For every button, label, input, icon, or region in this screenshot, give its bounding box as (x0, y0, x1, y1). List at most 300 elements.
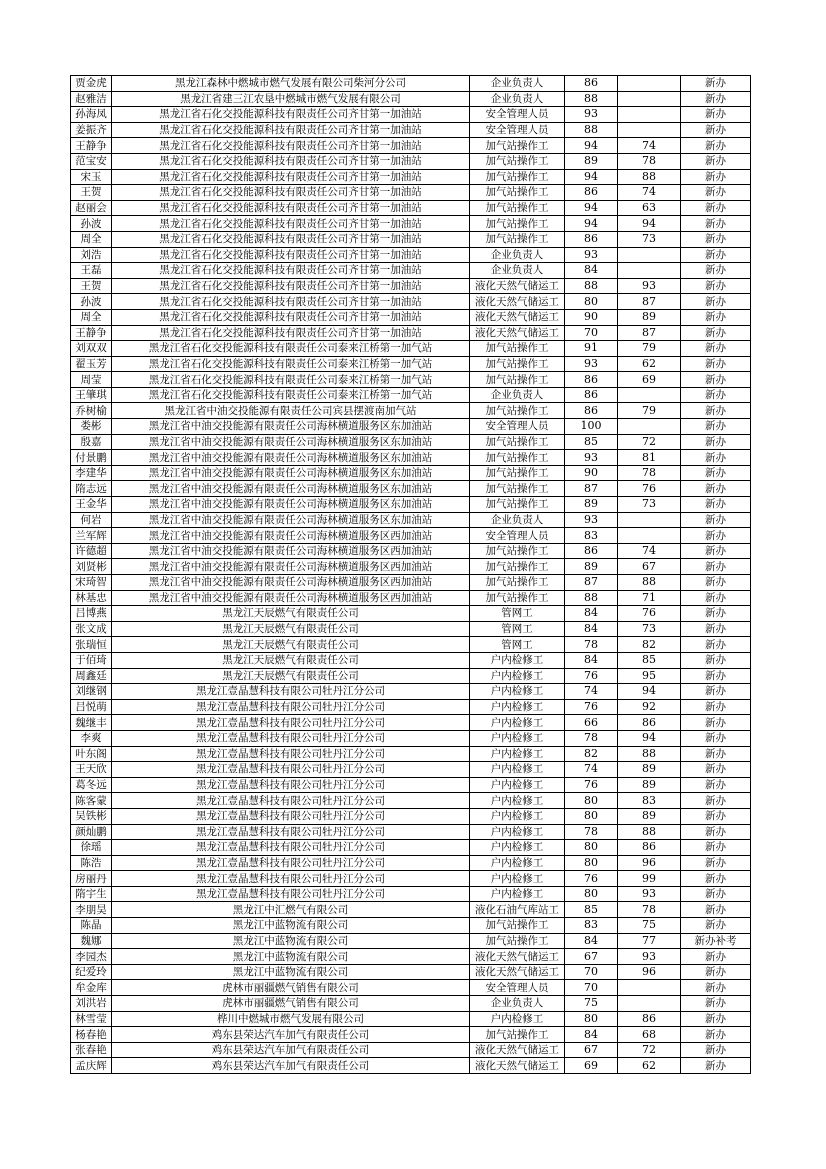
theory-score-cell: 86 (565, 403, 618, 419)
company-cell: 黑龙江省中油交投能源有限责任公司海林横道服务区东加油站 (112, 512, 470, 528)
table-row (71, 450, 751, 466)
job-type-cell: 户内检修工 (470, 668, 565, 684)
job-type-cell: 安全管理人员 (470, 122, 565, 138)
theory-score-cell: 88 (565, 278, 618, 294)
status-cell: 新办 (681, 949, 751, 965)
job-type-cell: 加气站操作工 (470, 450, 565, 466)
practical-score-cell: 68 (618, 1027, 681, 1043)
table-row (71, 559, 751, 575)
table-row (71, 793, 751, 809)
status-cell: 新办 (681, 746, 751, 762)
company-cell: 黑龙江省石化交投能源科技有限责任公司泰来江桥第一加气站 (112, 387, 470, 403)
table-row (71, 216, 751, 232)
company-cell: 黑龙江省石化交投能源科技有限责任公司齐甘第一加油站 (112, 153, 470, 169)
table-row (71, 138, 751, 154)
job-type-cell: 加气站操作工 (470, 497, 565, 513)
theory-score-cell: 86 (565, 231, 618, 247)
theory-score-cell: 78 (565, 824, 618, 840)
theory-score-cell: 74 (565, 762, 618, 778)
theory-score-cell: 93 (565, 450, 618, 466)
name-cell: 娄彬 (71, 419, 112, 435)
name-cell: 隋宇生 (71, 886, 112, 902)
status-cell: 新办 (681, 1027, 751, 1043)
company-cell: 黑龙江省中油交投能源有限责任公司海林横道服务区西加油站 (112, 575, 470, 591)
name-cell: 宋琦智 (71, 575, 112, 591)
status-cell: 新办 (681, 387, 751, 403)
theory-score-cell: 93 (565, 247, 618, 263)
theory-score-cell: 86 (565, 387, 618, 403)
practical-score-cell: 89 (618, 808, 681, 824)
theory-score-cell: 76 (565, 668, 618, 684)
company-cell: 黑龙江省中油交投能源有限责任公司海林横道服务区西加油站 (112, 528, 470, 544)
company-cell: 黑龙江省石化交投能源科技有限责任公司泰来江桥第一加气站 (112, 341, 470, 357)
theory-score-cell: 84 (565, 606, 618, 622)
theory-score-cell: 89 (565, 153, 618, 169)
company-cell: 黑龙江壹晶慧科技有限公司牡丹江分公司 (112, 730, 470, 746)
practical-score-cell: 92 (618, 699, 681, 715)
status-cell: 新办 (681, 652, 751, 668)
status-cell: 新办 (681, 138, 751, 154)
theory-score-cell: 88 (565, 590, 618, 606)
company-cell: 黑龙江省中油交投能源有限责任公司海林横道服务区东加油站 (112, 465, 470, 481)
name-cell: 房丽丹 (71, 871, 112, 887)
table-row (71, 964, 751, 980)
practical-score-cell: 85 (618, 652, 681, 668)
company-cell: 黑龙江壹晶慧科技有限公司牡丹江分公司 (112, 684, 470, 700)
status-cell: 新办 (681, 76, 751, 92)
table-row (71, 278, 751, 294)
name-cell: 牟金库 (71, 980, 112, 996)
theory-score-cell: 84 (565, 263, 618, 279)
theory-score-cell: 86 (565, 372, 618, 388)
practical-score-cell (618, 996, 681, 1012)
name-cell: 宋玉 (71, 169, 112, 185)
name-cell: 孙波 (71, 294, 112, 310)
name-cell: 张文成 (71, 621, 112, 637)
theory-score-cell: 94 (565, 216, 618, 232)
name-cell: 赵丽会 (71, 200, 112, 216)
name-cell: 魏娜 (71, 933, 112, 949)
table-row (71, 1058, 751, 1074)
practical-score-cell: 87 (618, 294, 681, 310)
table-row (71, 730, 751, 746)
table-row (71, 606, 751, 622)
job-type-cell: 户内检修工 (470, 1011, 565, 1027)
company-cell: 黑龙江中蓝物流有限公司 (112, 933, 470, 949)
status-cell: 新办 (681, 699, 751, 715)
status-cell: 新办 (681, 169, 751, 185)
name-cell: 兰军辉 (71, 528, 112, 544)
table-row (71, 419, 751, 435)
status-cell: 新办 (681, 294, 751, 310)
status-cell: 新办 (681, 762, 751, 778)
practical-score-cell: 72 (618, 434, 681, 450)
job-type-cell: 户内检修工 (470, 871, 565, 887)
company-cell: 黑龙江省石化交投能源科技有限责任公司齐甘第一加油站 (112, 169, 470, 185)
job-type-cell: 液化天然气储运工 (470, 1042, 565, 1058)
status-cell: 新办 (681, 902, 751, 918)
status-cell: 新办 (681, 637, 751, 653)
table-row (71, 153, 751, 169)
name-cell: 许德超 (71, 543, 112, 559)
name-cell: 周鑫廷 (71, 668, 112, 684)
status-cell: 新办 (681, 278, 751, 294)
name-cell: 李园杰 (71, 949, 112, 965)
status-cell: 新办 (681, 403, 751, 419)
name-cell: 王贺 (71, 278, 112, 294)
practical-score-cell: 74 (618, 185, 681, 201)
job-type-cell: 加气站操作工 (470, 185, 565, 201)
job-type-cell: 加气站操作工 (470, 169, 565, 185)
company-cell: 黑龙江壹晶慧科技有限公司牡丹江分公司 (112, 777, 470, 793)
theory-score-cell: 90 (565, 465, 618, 481)
table-row (71, 247, 751, 263)
theory-score-cell: 94 (565, 200, 618, 216)
job-type-cell: 户内检修工 (470, 824, 565, 840)
status-cell: 新办 (681, 730, 751, 746)
practical-score-cell: 86 (618, 715, 681, 731)
theory-score-cell: 78 (565, 637, 618, 653)
practical-score-cell: 88 (618, 169, 681, 185)
status-cell: 新办 (681, 777, 751, 793)
company-cell: 黑龙江省中油交投能源有限责任公司海林横道服务区西加油站 (112, 590, 470, 606)
job-type-cell: 户内检修工 (470, 886, 565, 902)
practical-score-cell: 74 (618, 138, 681, 154)
table-row (71, 185, 751, 201)
theory-score-cell: 70 (565, 964, 618, 980)
theory-score-cell: 86 (565, 185, 618, 201)
job-type-cell: 户内检修工 (470, 652, 565, 668)
job-type-cell: 企业负责人 (470, 91, 565, 107)
theory-score-cell: 82 (565, 746, 618, 762)
company-cell: 黑龙江中蓝物流有限公司 (112, 918, 470, 934)
practical-score-cell (618, 419, 681, 435)
job-type-cell: 企业负责人 (470, 512, 565, 528)
practical-score-cell (618, 387, 681, 403)
job-type-cell: 户内检修工 (470, 715, 565, 731)
status-cell: 新办 (681, 590, 751, 606)
job-type-cell: 管网工 (470, 606, 565, 622)
theory-score-cell: 70 (565, 980, 618, 996)
company-cell: 黑龙江省石化交投能源科技有限责任公司齐甘第一加油站 (112, 185, 470, 201)
name-cell: 陈客蒙 (71, 793, 112, 809)
job-type-cell: 加气站操作工 (470, 231, 565, 247)
table-row (71, 1042, 751, 1058)
practical-score-cell: 94 (618, 730, 681, 746)
status-cell: 新办 (681, 419, 751, 435)
name-cell: 李朋昊 (71, 902, 112, 918)
practical-score-cell: 94 (618, 216, 681, 232)
name-cell: 王贺 (71, 185, 112, 201)
name-cell: 张瑞恒 (71, 637, 112, 653)
table-row (71, 497, 751, 513)
theory-score-cell: 80 (565, 808, 618, 824)
job-type-cell: 液化天然气储运工 (470, 964, 565, 980)
status-cell: 新办 (681, 543, 751, 559)
status-cell: 新办 (681, 871, 751, 887)
table-row (71, 76, 751, 92)
name-cell: 孙海凤 (71, 107, 112, 123)
status-cell: 新办 (681, 559, 751, 575)
company-cell: 黑龙江省建三江农垦中燃城市燃气发展有限公司 (112, 91, 470, 107)
theory-score-cell: 94 (565, 169, 618, 185)
table-row (71, 403, 751, 419)
job-type-cell: 加气站操作工 (470, 138, 565, 154)
status-cell: 新办 (681, 715, 751, 731)
company-cell: 黑龙江省石化交投能源科技有限责任公司齐甘第一加油站 (112, 200, 470, 216)
table-row (71, 325, 751, 341)
table-row (71, 933, 751, 949)
practical-score-cell: 82 (618, 637, 681, 653)
practical-score-cell: 72 (618, 1042, 681, 1058)
practical-score-cell: 93 (618, 949, 681, 965)
name-cell: 刘继钢 (71, 684, 112, 700)
name-cell: 王静争 (71, 325, 112, 341)
name-cell: 葛冬远 (71, 777, 112, 793)
theory-score-cell: 87 (565, 575, 618, 591)
job-type-cell: 加气站操作工 (470, 153, 565, 169)
name-cell: 张春艳 (71, 1042, 112, 1058)
status-cell: 新办 (681, 886, 751, 902)
job-type-cell: 液化天然气储运工 (470, 949, 565, 965)
practical-score-cell: 88 (618, 575, 681, 591)
company-cell: 黑龙江天辰燃气有限责任公司 (112, 652, 470, 668)
company-cell: 鸡东县荣达汽车加气有限责任公司 (112, 1058, 470, 1074)
practical-score-cell: 62 (618, 1058, 681, 1074)
table-row (71, 356, 751, 372)
table-row (71, 231, 751, 247)
theory-score-cell: 91 (565, 341, 618, 357)
job-type-cell: 加气站操作工 (470, 403, 565, 419)
job-type-cell: 安全管理人员 (470, 980, 565, 996)
status-cell: 新办 (681, 107, 751, 123)
theory-score-cell: 80 (565, 1011, 618, 1027)
table-row (71, 762, 751, 778)
practical-score-cell: 89 (618, 777, 681, 793)
name-cell: 殷嘉 (71, 434, 112, 450)
theory-score-cell: 83 (565, 528, 618, 544)
practical-score-cell: 99 (618, 871, 681, 887)
name-cell: 孙波 (71, 216, 112, 232)
practical-score-cell: 62 (618, 356, 681, 372)
theory-score-cell: 86 (565, 76, 618, 92)
name-cell: 王金华 (71, 497, 112, 513)
company-cell: 虎林市丽疆燃气销售有限公司 (112, 996, 470, 1012)
practical-score-cell: 63 (618, 200, 681, 216)
job-type-cell: 户内检修工 (470, 840, 565, 856)
name-cell: 刘贤彬 (71, 559, 112, 575)
table-row (71, 387, 751, 403)
name-cell: 王天欣 (71, 762, 112, 778)
practical-score-cell (618, 247, 681, 263)
theory-score-cell: 84 (565, 1027, 618, 1043)
job-type-cell: 加气站操作工 (470, 575, 565, 591)
company-cell: 黑龙江壹晶慧科技有限公司牡丹江分公司 (112, 746, 470, 762)
status-cell: 新办 (681, 793, 751, 809)
practical-score-cell (618, 122, 681, 138)
status-cell: 新办 (681, 216, 751, 232)
company-cell: 黑龙江省石化交投能源科技有限责任公司齐甘第一加油站 (112, 325, 470, 341)
company-cell: 黑龙江省中油交投能源有限责任公司海林横道服务区西加油站 (112, 559, 470, 575)
status-cell: 新办 (681, 996, 751, 1012)
practical-score-cell: 96 (618, 855, 681, 871)
status-cell: 新办 (681, 341, 751, 357)
company-cell: 黑龙江壹晶慧科技有限公司牡丹江分公司 (112, 793, 470, 809)
theory-score-cell: 87 (565, 481, 618, 497)
practical-score-cell: 77 (618, 933, 681, 949)
job-type-cell: 液化石油气库站工 (470, 902, 565, 918)
theory-score-cell: 84 (565, 621, 618, 637)
company-cell: 黑龙江省石化交投能源科技有限责任公司齐甘第一加油站 (112, 107, 470, 123)
company-cell: 黑龙江天辰燃气有限责任公司 (112, 637, 470, 653)
table-row (71, 263, 751, 279)
practical-score-cell: 89 (618, 309, 681, 325)
table-row (71, 107, 751, 123)
company-cell: 黑龙江中蓝物流有限公司 (112, 964, 470, 980)
name-cell: 何岩 (71, 512, 112, 528)
table-row (71, 309, 751, 325)
company-cell: 黑龙江省石化交投能源科技有限责任公司齐甘第一加油站 (112, 309, 470, 325)
practical-score-cell (618, 528, 681, 544)
job-type-cell: 加气站操作工 (470, 356, 565, 372)
job-type-cell: 液化天然气储运工 (470, 294, 565, 310)
job-type-cell: 加气站操作工 (470, 543, 565, 559)
name-cell: 乔树榆 (71, 403, 112, 419)
job-type-cell: 安全管理人员 (470, 419, 565, 435)
job-type-cell: 加气站操作工 (470, 590, 565, 606)
status-cell: 新办 (681, 606, 751, 622)
status-cell: 新办 (681, 668, 751, 684)
practical-score-cell: 87 (618, 325, 681, 341)
table-row (71, 902, 751, 918)
name-cell: 隋志远 (71, 481, 112, 497)
theory-score-cell: 75 (565, 996, 618, 1012)
status-cell: 新办 (681, 200, 751, 216)
practical-score-cell: 86 (618, 1011, 681, 1027)
name-cell: 孟庆辉 (71, 1058, 112, 1074)
name-cell: 徐瑶 (71, 840, 112, 856)
name-cell: 姜振齐 (71, 122, 112, 138)
table-row (71, 528, 751, 544)
status-cell: 新办 (681, 855, 751, 871)
theory-score-cell: 69 (565, 1058, 618, 1074)
table-row (71, 918, 751, 934)
job-type-cell: 加气站操作工 (470, 372, 565, 388)
job-type-cell: 户内检修工 (470, 699, 565, 715)
job-type-cell: 加气站操作工 (470, 434, 565, 450)
table-row (71, 949, 751, 965)
job-type-cell: 企业负责人 (470, 247, 565, 263)
practical-score-cell: 73 (618, 497, 681, 513)
theory-score-cell: 70 (565, 325, 618, 341)
practical-score-cell: 88 (618, 746, 681, 762)
practical-score-cell: 78 (618, 902, 681, 918)
name-cell: 于佰琦 (71, 652, 112, 668)
company-cell: 黑龙江省石化交投能源科技有限责任公司泰来江桥第一加气站 (112, 356, 470, 372)
name-cell: 李建华 (71, 465, 112, 481)
job-type-cell: 户内检修工 (470, 793, 565, 809)
table-row (71, 91, 751, 107)
job-type-cell: 户内检修工 (470, 746, 565, 762)
practical-score-cell (618, 512, 681, 528)
name-cell: 刘双双 (71, 341, 112, 357)
practical-score-cell: 69 (618, 372, 681, 388)
company-cell: 黑龙江壹晶慧科技有限公司牡丹江分公司 (112, 855, 470, 871)
status-cell: 新办 (681, 964, 751, 980)
job-type-cell: 户内检修工 (470, 808, 565, 824)
status-cell: 新办 (681, 1011, 751, 1027)
practical-score-cell (618, 76, 681, 92)
theory-score-cell: 80 (565, 294, 618, 310)
theory-score-cell: 93 (565, 356, 618, 372)
status-cell: 新办 (681, 356, 751, 372)
status-cell: 新办 (681, 621, 751, 637)
status-cell: 新办 (681, 450, 751, 466)
company-cell: 黑龙江省中油交投能源有限责任公司海林横道服务区东加油站 (112, 497, 470, 513)
status-cell: 新办 (681, 122, 751, 138)
job-type-cell: 企业负责人 (470, 387, 565, 403)
table-row (71, 668, 751, 684)
status-cell: 新办 (681, 247, 751, 263)
theory-score-cell: 80 (565, 840, 618, 856)
theory-score-cell: 93 (565, 512, 618, 528)
status-cell: 新办 (681, 325, 751, 341)
status-cell: 新办补考 (681, 933, 751, 949)
name-cell: 翟玉芳 (71, 356, 112, 372)
status-cell: 新办 (681, 91, 751, 107)
status-cell: 新办 (681, 231, 751, 247)
table-row (71, 200, 751, 216)
job-type-cell: 加气站操作工 (470, 918, 565, 934)
practical-score-cell (618, 107, 681, 123)
job-type-cell: 管网工 (470, 621, 565, 637)
status-cell: 新办 (681, 481, 751, 497)
table-row (71, 590, 751, 606)
practical-score-cell: 81 (618, 450, 681, 466)
table-row (71, 746, 751, 762)
table-row (71, 575, 751, 591)
company-cell: 黑龙江省石化交投能源科技有限责任公司齐甘第一加油站 (112, 216, 470, 232)
job-type-cell: 液化天然气储运工 (470, 1058, 565, 1074)
theory-score-cell: 84 (565, 933, 618, 949)
company-cell: 黑龙江省中油交投能源有限责任公司海林横道服务区东加油站 (112, 481, 470, 497)
theory-score-cell: 85 (565, 902, 618, 918)
theory-score-cell: 93 (565, 107, 618, 123)
practical-score-cell: 73 (618, 231, 681, 247)
practical-score-cell: 95 (618, 668, 681, 684)
company-cell: 黑龙江壹晶慧科技有限公司牡丹江分公司 (112, 840, 470, 856)
name-cell: 林雪莹 (71, 1011, 112, 1027)
status-cell: 新办 (681, 1042, 751, 1058)
theory-score-cell: 88 (565, 91, 618, 107)
name-cell: 周莹 (71, 372, 112, 388)
name-cell: 吴铁彬 (71, 808, 112, 824)
status-cell: 新办 (681, 528, 751, 544)
company-cell: 黑龙江省石化交投能源科技有限责任公司泰来江桥第一加气站 (112, 372, 470, 388)
job-type-cell: 户内检修工 (470, 684, 565, 700)
table-row (71, 699, 751, 715)
job-type-cell: 加气站操作工 (470, 200, 565, 216)
status-cell: 新办 (681, 372, 751, 388)
job-type-cell: 加气站操作工 (470, 216, 565, 232)
table-row (71, 840, 751, 856)
practical-score-cell: 86 (618, 840, 681, 856)
company-cell: 黑龙江壹晶慧科技有限公司牡丹江分公司 (112, 808, 470, 824)
practical-score-cell: 76 (618, 481, 681, 497)
status-cell: 新办 (681, 808, 751, 824)
company-cell: 黑龙江壹晶慧科技有限公司牡丹江分公司 (112, 886, 470, 902)
status-cell: 新办 (681, 824, 751, 840)
